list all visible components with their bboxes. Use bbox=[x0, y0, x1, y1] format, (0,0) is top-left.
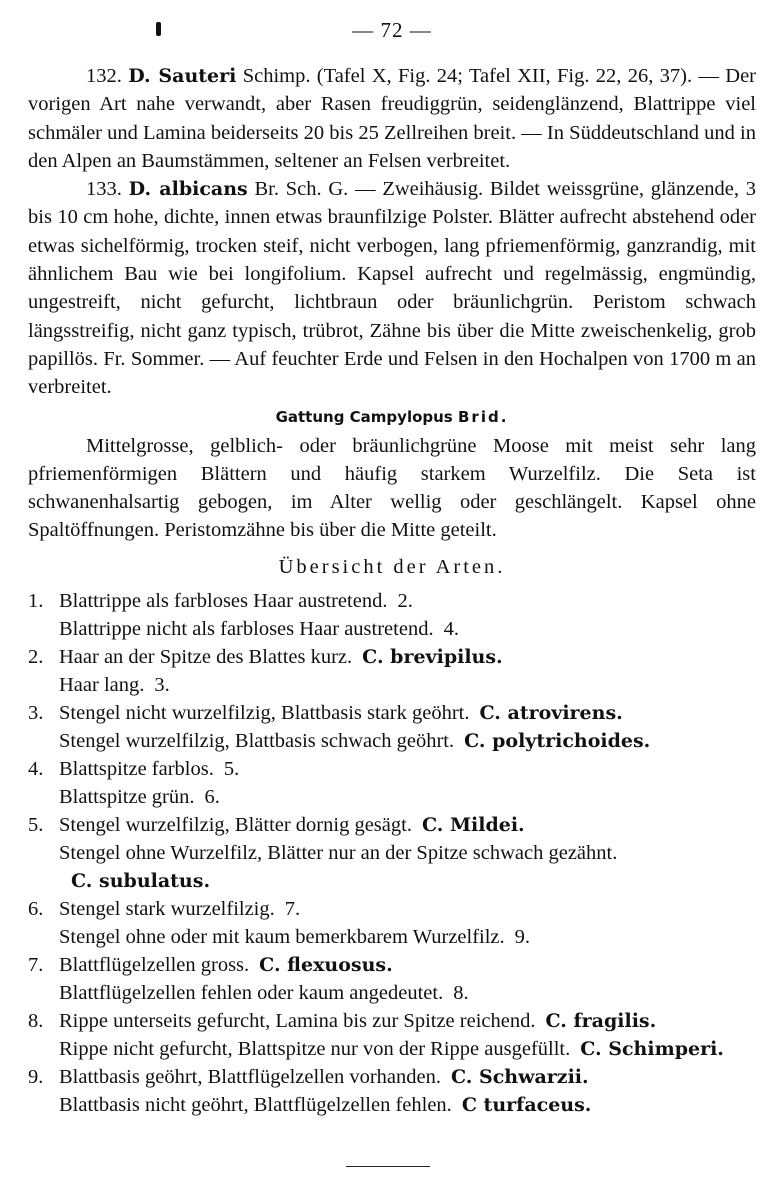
key-text: Stengel nicht wurzelfilzig, Blattbasis stark geöhrt. bbox=[59, 702, 470, 725]
key-number: 1. bbox=[28, 590, 44, 613]
key-number bbox=[28, 1091, 59, 1119]
key-row bbox=[28, 979, 756, 1007]
key-reference: 2. bbox=[397, 590, 413, 613]
key-text-block bbox=[59, 755, 756, 783]
key-text: Stengel ohne oder mit kaum bemerkbarem Wurzelfilz. bbox=[59, 926, 505, 949]
key-number: 2. bbox=[28, 646, 44, 669]
key-row bbox=[28, 839, 756, 895]
key-number: 6. bbox=[28, 898, 44, 921]
key-species-name: C. Schwarzii. bbox=[451, 1066, 589, 1089]
key-text: Blattflügelzellen gross. bbox=[59, 954, 250, 977]
key-text-block bbox=[59, 811, 756, 839]
key-row bbox=[28, 811, 756, 839]
key-text: Blattbasis geöhrt, Blattflügelzellen vorhanden. bbox=[59, 1066, 441, 1089]
key-text: Blattspitze grün. bbox=[59, 786, 195, 809]
key-number bbox=[28, 671, 59, 699]
key-number: 4. bbox=[28, 758, 44, 781]
key-text-block bbox=[59, 587, 756, 615]
key-number bbox=[28, 839, 59, 895]
key-reference: 9. bbox=[514, 926, 531, 949]
key-reference: 5. bbox=[223, 758, 240, 781]
end-rule bbox=[346, 1166, 430, 1167]
key-reference: 8. bbox=[453, 982, 469, 1005]
key-reference: 7. bbox=[284, 898, 301, 921]
key-number bbox=[28, 923, 59, 951]
key-text-block bbox=[59, 1091, 756, 1119]
key-species-name: C turfaceus. bbox=[461, 1094, 592, 1117]
key-number bbox=[28, 1035, 59, 1063]
key-number: 9. bbox=[28, 1066, 44, 1089]
key-reference: 6. bbox=[204, 786, 220, 809]
key-row bbox=[28, 643, 756, 671]
entry-text: Br. Sch. G. — Zweihäusig. Bildet weissgrüne, glänzende, 3 bis 10 cm hohe, dichte, innen etwas braunfilzige Polster. Blätter aufrecht abstehend oder etwas sichelförmig, trocken steif, nicht verbogen, lang pfriemenförmig, ganzrandig, mit ähnlichem Bau wie bei longifolium. Kapsel aufrecht und regelmässig, engmündig, ungestreift, nicht gefurcht, lichtbraun oder bräunlichgrün. Peristom schwach längsstreifig, nicht ganz typisch, trübrot, Zähne bis über die Mitte zweischenkelig, grob papillös. Fr. Sommer. — Auf feuchter Erde und Felsen in den Hochalpen von 1700 m an verbreitet. bbox=[28, 178, 757, 399]
entry-number: 133. bbox=[86, 178, 122, 201]
key-species-name: C. flexuosus. bbox=[259, 954, 393, 977]
key-row bbox=[28, 783, 756, 811]
key-row bbox=[28, 895, 756, 923]
key-text-block bbox=[59, 727, 756, 755]
key-text: Blattspitze farblos. bbox=[59, 758, 214, 781]
key-text: Rippe nicht gefurcht, Blattspitze nur von der Rippe ausgefüllt. bbox=[59, 1038, 571, 1061]
key-row bbox=[28, 615, 756, 643]
key-species-name: C. fragilis. bbox=[545, 1010, 657, 1033]
species-key bbox=[28, 587, 756, 1119]
key-species-name: C. Schimperi. bbox=[580, 1038, 724, 1061]
genus-title: Gattung Campylopus bbox=[275, 407, 453, 426]
key-text: Blattrippe nicht als farbloses Haar austretend. bbox=[59, 618, 434, 641]
key-row bbox=[28, 587, 756, 615]
key-number: 3. bbox=[28, 702, 44, 725]
key-text-block bbox=[59, 1007, 756, 1035]
key-row bbox=[28, 923, 756, 951]
key-text: Blattrippe als farbloses Haar austretend. bbox=[59, 590, 388, 613]
key-text: Rippe unterseits gefurcht, Lamina bis zur Spitze reichend. bbox=[59, 1010, 536, 1033]
key-reference: 3. bbox=[154, 674, 170, 697]
key-row bbox=[28, 671, 756, 699]
key-row bbox=[28, 755, 756, 783]
genus-heading bbox=[28, 402, 756, 432]
key-text: Stengel stark wurzelfilzig. bbox=[59, 898, 275, 921]
key-text-block bbox=[59, 951, 756, 979]
genus-author: Brid. bbox=[457, 407, 509, 426]
page-number: — 72 — bbox=[352, 18, 432, 42]
key-number: 8. bbox=[28, 1010, 44, 1033]
key-text: Stengel wurzelfilzig, Blätter dornig gesägt. bbox=[59, 814, 412, 837]
key-text-block bbox=[59, 923, 756, 951]
key-text-block bbox=[59, 671, 756, 699]
genus-description: Mittelgrosse, gelblich- oder bräunlichgrüne Moose mit meist sehr lang pfriemenförmigen Blättern und häufig starkem Wurzelfilz. Die Seta ist schwanenhalsartig gebogen, im Alter wellig oder geschlängelt. Kapsel ohne Spaltöffnungen. Peristomzähne bis über die Mitte geteilt. bbox=[28, 434, 756, 542]
key-text: Haar lang. bbox=[59, 674, 145, 697]
key-text: Blattflügelzellen fehlen oder kaum angedeutet. bbox=[59, 982, 444, 1005]
key-text-block bbox=[59, 699, 756, 727]
key-text: Haar an der Spitze des Blattes kurz. bbox=[59, 646, 353, 669]
key-text: Blattbasis nicht geöhrt, Blattflügelzellen fehlen. bbox=[59, 1094, 452, 1117]
key-text: Stengel ohne Wurzelfilz, Blätter nur an der Spitze schwach gezähnt. bbox=[59, 842, 618, 865]
species-entry-133 bbox=[28, 175, 756, 401]
key-row bbox=[28, 1035, 756, 1063]
key-row bbox=[28, 1091, 756, 1119]
key-species-name: C. brevipilus. bbox=[362, 646, 503, 669]
key-row bbox=[28, 951, 756, 979]
key-text-block bbox=[59, 615, 756, 643]
key-species-name: C. Mildei. bbox=[421, 814, 525, 837]
key-text: Stengel wurzelfilzig, Blattbasis schwach geöhrt. bbox=[59, 730, 455, 753]
key-species-name: C. atrovirens. bbox=[479, 702, 623, 725]
key-row bbox=[28, 1007, 756, 1035]
key-text-block bbox=[59, 1035, 756, 1063]
key-number bbox=[28, 727, 59, 755]
species-name: D. albicans bbox=[128, 178, 248, 201]
species-entry-132 bbox=[28, 62, 756, 175]
key-text-block bbox=[59, 783, 756, 811]
key-number: 7. bbox=[28, 954, 44, 977]
key-row bbox=[28, 1063, 756, 1091]
key-number: 5. bbox=[28, 814, 44, 837]
key-text-block bbox=[59, 643, 756, 671]
page-body bbox=[28, 62, 756, 1119]
key-species-name: C. polytrichoides. bbox=[464, 730, 651, 753]
key-species-name: C. subulatus. bbox=[71, 870, 211, 893]
key-text-block bbox=[59, 895, 756, 923]
key-reference: 4. bbox=[443, 618, 459, 641]
key-row bbox=[28, 699, 756, 727]
key-text-block bbox=[59, 979, 756, 1007]
key-text-block bbox=[59, 1063, 756, 1091]
key-text-block bbox=[59, 839, 756, 895]
key-heading: Übersicht der Arten. bbox=[278, 555, 506, 578]
species-name: D. Sauteri bbox=[128, 65, 237, 87]
key-number bbox=[28, 615, 59, 643]
key-number bbox=[28, 979, 59, 1007]
key-row bbox=[28, 727, 756, 755]
entry-number: 132. bbox=[86, 65, 122, 87]
key-number bbox=[28, 783, 59, 811]
entry-text: Schimp. (Tafel X, Fig. 24; Tafel XII, Fig. 22, 26, 37). — Der vorigen Art nahe verwandt, aber Rasen freudiggrün, seidenglänzend, Blattrippe viel schmäler und Lamina beiderseits 20 bis 25 Zellreihen breit. — In Süddeutschland und in den Alpen an Baumstämmen, seltener an Felsen verbreitet. bbox=[28, 65, 757, 172]
